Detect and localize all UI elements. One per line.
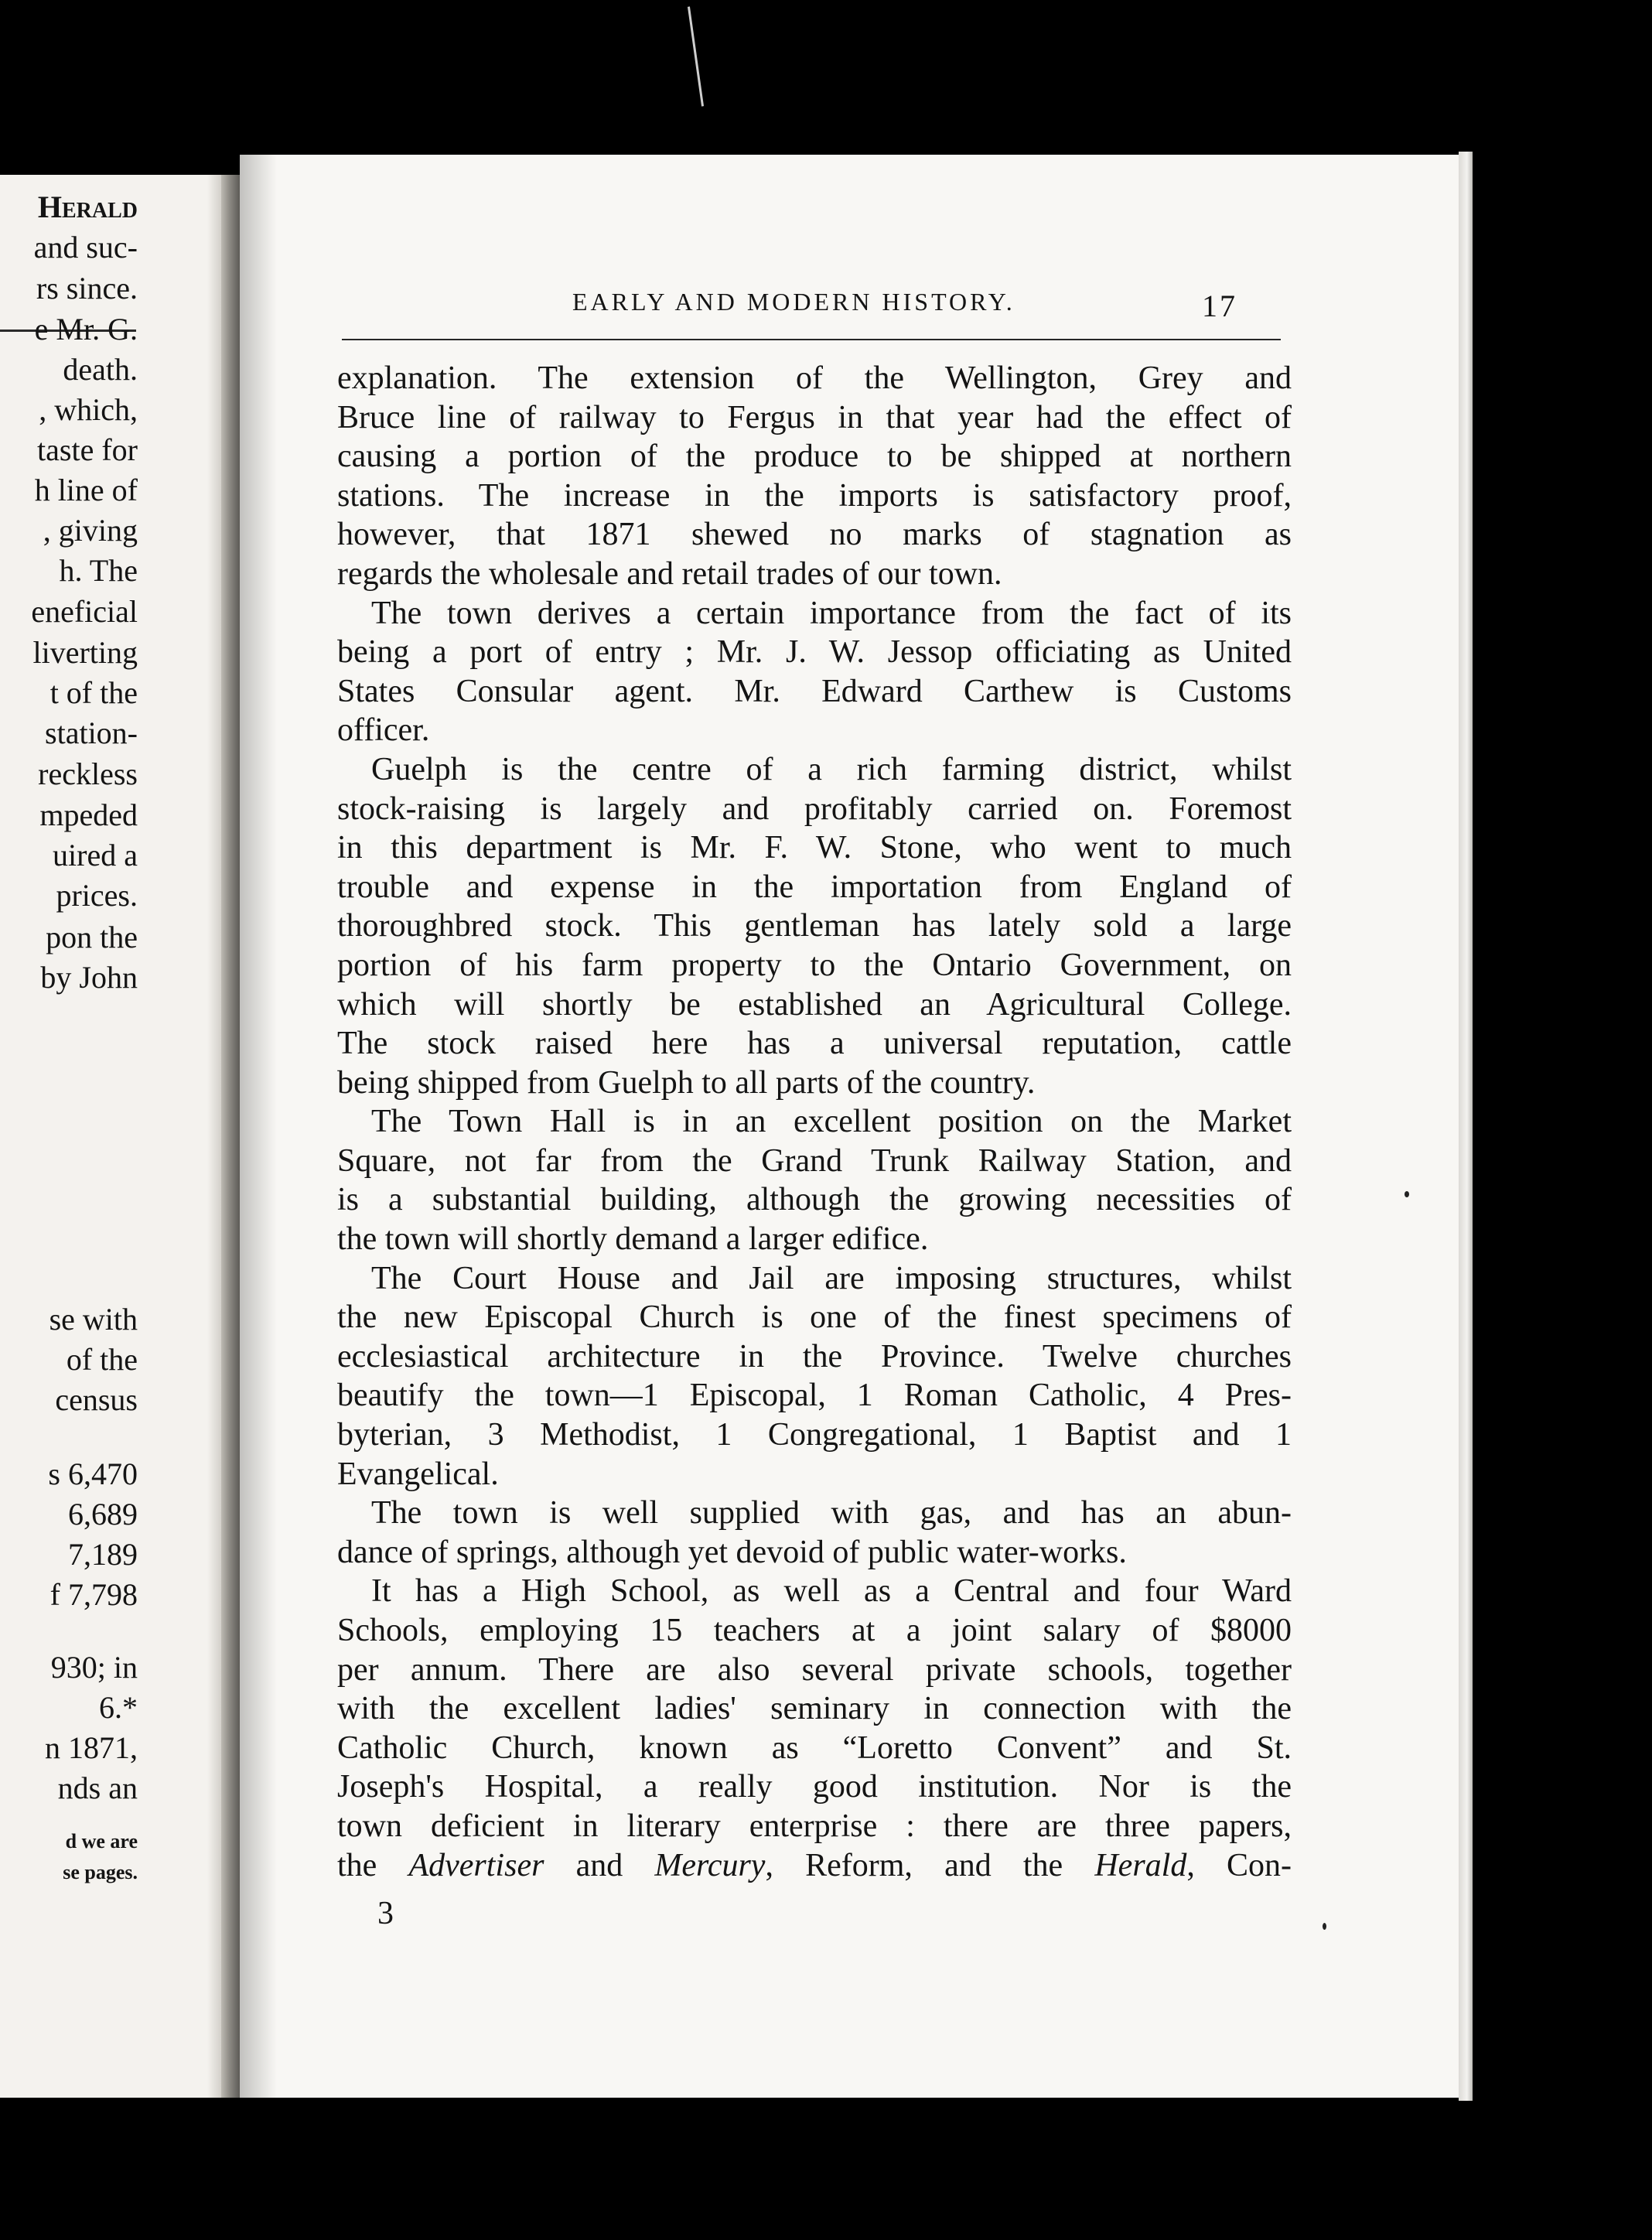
text-line: is a substantial building, although the growing necessities of [337, 1182, 1292, 1218]
text-line: The stock raised here has a universal reputation, cattle [337, 1026, 1292, 1062]
text-line: byterian, 3 Methodist, 1 Congregational, 1 Baptist and 1 [337, 1417, 1292, 1453]
book-gutter [221, 175, 240, 2098]
text-line: regards the wholesale and retail trades of our town. [337, 555, 1002, 592]
text-line: however, that 1871 shewed no marks of stagnation as [337, 517, 1292, 553]
left-page-line: , which, [39, 392, 138, 427]
left-page-line: d we are [65, 1830, 138, 1852]
text-line: per annum. There are also several private schools, together [337, 1651, 1292, 1688]
left-page-line: rs since. [36, 271, 138, 306]
text-line: thoroughbred stock. This gentleman has lately sold a large [337, 908, 1292, 944]
dust-speck [1405, 1191, 1409, 1197]
left-page-text [0, 175, 136, 2098]
text-line: Catholic Church, known as “Loretto Convent” and St. [337, 1730, 1292, 1766]
left-page-line: prices. [56, 878, 138, 913]
text-line: It has a High School, as well as a Central and four Ward [371, 1573, 1292, 1610]
text-line: beautify the town—1 Episcopal, 1 Roman Catholic, 4 Pres- [337, 1378, 1292, 1414]
left-page-line: 6.* [99, 1690, 138, 1725]
left-page-line: e Mr. G. [34, 312, 138, 347]
left-page-line: census [55, 1382, 138, 1417]
left-page-line: , giving [43, 513, 138, 548]
left-page-line: f 7,798 [49, 1577, 138, 1612]
left-page-line: pon the [46, 920, 138, 954]
left-page-line: se pages. [63, 1861, 138, 1883]
text-line: Evangelical. [337, 1456, 499, 1492]
text-line: town deficient in literary enterprise : there are three papers, [337, 1808, 1292, 1844]
left-page-line: 6,689 [68, 1497, 138, 1531]
left-page-line: of the [66, 1342, 138, 1377]
left-page-line: station- [45, 715, 138, 750]
text-line: The town is well supplied with gas, and has an abun- [371, 1495, 1292, 1531]
left-page-line: 7,189 [68, 1537, 138, 1572]
text-line: being shipped from Guelph to all parts of the country. [337, 1064, 1036, 1101]
running-head: EARLY AND MODERN HISTORY. [572, 288, 1015, 316]
text-line: the Advertiser and Mercury, Reform, and the Herald, Con- [337, 1847, 1292, 1883]
stray-thread [688, 6, 704, 106]
book-page [240, 155, 1463, 2098]
left-page-line: n 1871, [45, 1730, 138, 1765]
text-line: stock-raising is largely and profitably carried on. Foremost [337, 790, 1292, 827]
left-page-curve [207, 175, 223, 2098]
text-line: The Town Hall is in an excellent position on the Market [371, 1104, 1292, 1140]
text-line: with the excellent ladies' seminary in connection with the [337, 1691, 1292, 1727]
left-page-line: h. The [59, 553, 138, 588]
text-line: portion of his farm property to the Ontario Government, on [337, 947, 1292, 983]
left-page-line: nds an [57, 1770, 138, 1805]
text-line: ecclesiastical architecture in the Province. Twelve churches [337, 1338, 1292, 1374]
left-page-fragment [0, 175, 223, 2098]
text-line: the new Episcopal Church is one of the finest specimens of [337, 1299, 1292, 1336]
left-page-line: reckless [38, 756, 138, 791]
text-line: the town will shortly demand a larger edifice. [337, 1221, 929, 1258]
signature-mark: 3 [377, 1896, 394, 1931]
text-line: Square, not far from the Grand Trunk Railway Station, and [337, 1142, 1292, 1179]
text-line: States Consular agent. Mr. Edward Carthew is Customs [337, 673, 1292, 709]
text-line: The Court House and Jail are imposing structures, whilst [371, 1260, 1292, 1296]
left-page-line: eneficial [31, 594, 138, 629]
left-page-line: 930; in [50, 1650, 138, 1685]
left-page-line: h line of [34, 473, 138, 507]
gutter-shadow [240, 155, 277, 2098]
head-rule [342, 339, 1281, 340]
text-line: dance of springs, although yet devoid of public water-works. [337, 1534, 1127, 1570]
text-line: Guelph is the centre of a rich farming district, whilst [371, 751, 1292, 787]
left-page-line: uired a [53, 838, 138, 872]
text-line: causing a portion of the produce to be shipped at northern [337, 439, 1292, 475]
body-text [337, 359, 1292, 1885]
text-line: explanation. The extension of the Wellington, Grey and [337, 360, 1292, 396]
left-page-line: mpeded [39, 797, 138, 832]
left-page-line: t of the [49, 675, 138, 710]
page-number: 17 [1202, 289, 1237, 323]
left-page-line: liverting [32, 635, 138, 670]
left-page-line: by John [40, 960, 138, 995]
text-line: officer. [337, 712, 430, 749]
text-line: trouble and expense in the importation from England of [337, 869, 1292, 905]
left-page-line: and suc- [33, 230, 138, 265]
left-page-line: Herald [37, 190, 138, 224]
left-page-line: s 6,470 [48, 1456, 138, 1491]
text-line: being a port of entry ; Mr. J. W. Jessop officiating as United [337, 634, 1292, 671]
text-line: Joseph's Hospital, a really good institution. Nor is the [337, 1769, 1292, 1805]
page-edge [1459, 152, 1473, 2101]
text-line: which will shortly be established an Agricultural College. [337, 986, 1292, 1023]
text-line: stations. The increase in the imports is satisfactory proof, [337, 477, 1292, 514]
left-page-line: death. [63, 352, 138, 387]
left-page-line: taste for [37, 432, 138, 467]
text-line: The town derives a certain importance from the fact of its [371, 595, 1292, 631]
text-line: in this department is Mr. F. W. Stone, who went to much [337, 830, 1292, 866]
left-page-line: se with [49, 1302, 138, 1337]
text-line: Bruce line of railway to Fergus in that year had the effect of [337, 399, 1292, 435]
dust-speck [1323, 1923, 1326, 1930]
text-line: Schools, employing 15 teachers at a joint salary of $8000 [337, 1613, 1292, 1648]
